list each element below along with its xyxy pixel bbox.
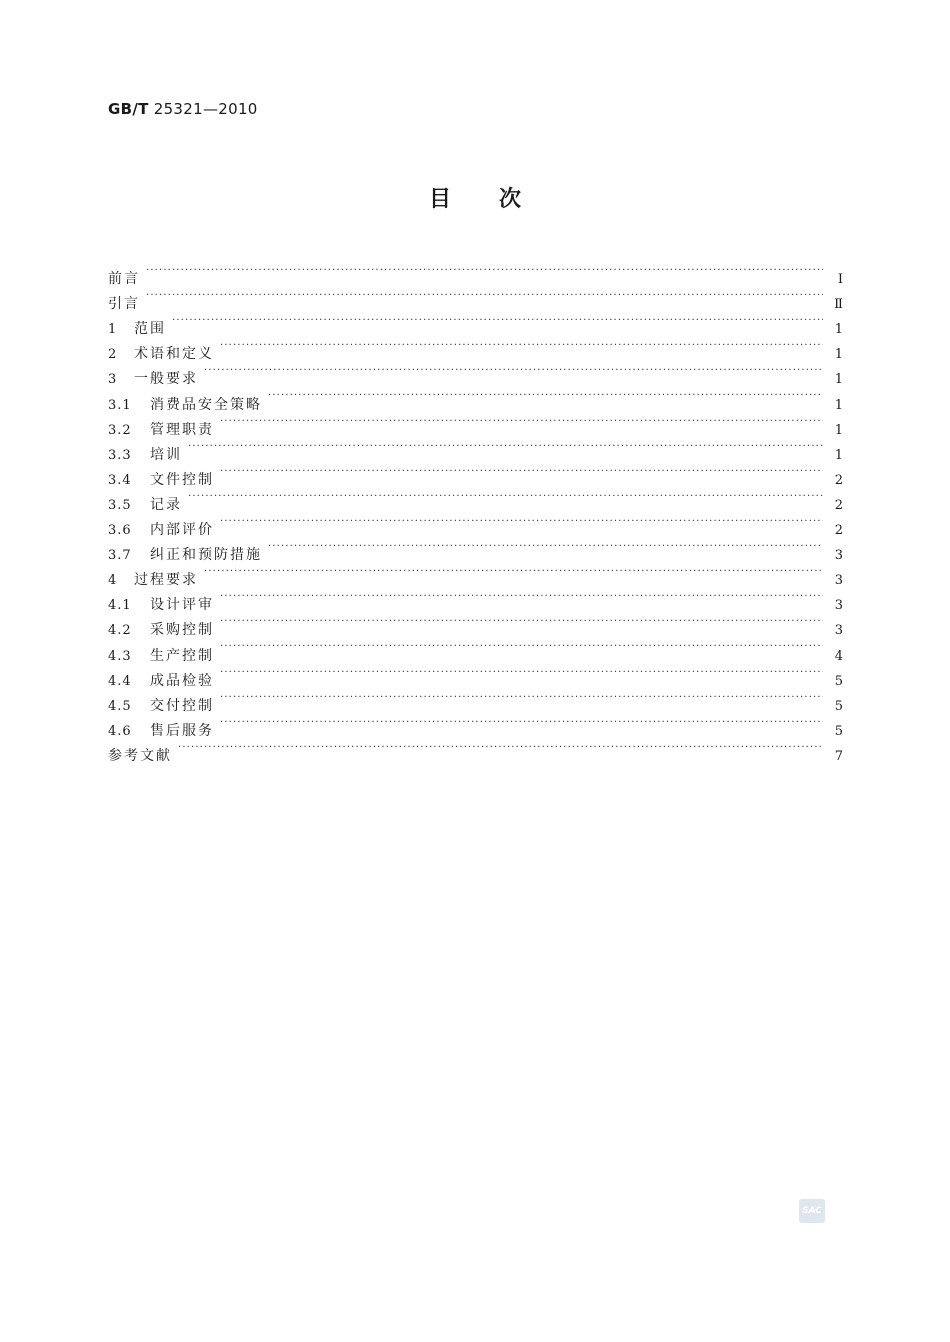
title-char-2: 次 bbox=[499, 187, 522, 212]
toc-dot-leader bbox=[220, 584, 823, 609]
toc-page-number: 3 bbox=[834, 598, 843, 614]
toc-entry[interactable] bbox=[108, 333, 843, 363]
toc-dot-leader bbox=[268, 383, 823, 408]
toc-entry-title: 成品检验 bbox=[150, 672, 214, 689]
toc-entry-title: 内部评价 bbox=[150, 522, 214, 539]
toc-entry[interactable] bbox=[108, 660, 843, 689]
toc-entry-number: 4.2 bbox=[108, 623, 132, 639]
toc-entry-title: 引言 bbox=[108, 296, 140, 313]
toc-page-number: 3 bbox=[834, 548, 843, 564]
toc-page-number: 2 bbox=[834, 497, 843, 513]
toc-page-number: 3 bbox=[834, 623, 843, 639]
toc-dot-leader bbox=[220, 660, 823, 685]
toc-entry[interactable] bbox=[108, 559, 843, 589]
sac-logo-icon: SAC bbox=[799, 1199, 825, 1223]
toc-entry[interactable] bbox=[108, 484, 843, 513]
toc-entry[interactable] bbox=[108, 283, 843, 313]
toc-dot-leader bbox=[204, 358, 823, 383]
toc-dot-leader bbox=[204, 559, 823, 584]
toc-entry-title: 设计评审 bbox=[150, 597, 214, 614]
toc-dot-leader bbox=[220, 609, 823, 634]
toc-page-number: 1 bbox=[834, 372, 843, 388]
toc-entry[interactable] bbox=[108, 258, 843, 288]
toc-entry[interactable] bbox=[108, 434, 843, 463]
toc-entry-number: 1 bbox=[108, 322, 118, 338]
toc-page-number: 1 bbox=[834, 397, 843, 413]
toc-entry-number: 3.1 bbox=[108, 397, 132, 413]
toc-entry-number: 4.1 bbox=[108, 598, 132, 614]
toc-entry-number: 3.7 bbox=[108, 548, 132, 564]
toc-page-number: 5 bbox=[834, 698, 843, 714]
toc-dot-leader bbox=[188, 484, 823, 509]
toc-page-number: 1 bbox=[834, 422, 843, 438]
toc-dot-leader bbox=[178, 735, 823, 760]
toc-page-number: 4 bbox=[834, 648, 843, 664]
toc-entry-number: 4.6 bbox=[108, 723, 132, 739]
toc-page-number: 1 bbox=[834, 322, 843, 338]
toc-entry[interactable] bbox=[108, 459, 843, 488]
toc-entry-title: 参考文献 bbox=[108, 747, 172, 764]
toc-entry-number: 3.3 bbox=[108, 447, 132, 463]
toc-page-number: Ⅱ bbox=[834, 297, 843, 313]
table-of-contents bbox=[108, 258, 843, 764]
page-title bbox=[0, 182, 950, 213]
toc-dot-leader bbox=[146, 258, 823, 283]
toc-entry-title: 管理职责 bbox=[150, 421, 214, 438]
toc-entry-title: 过程要求 bbox=[134, 572, 198, 589]
standard-code bbox=[108, 100, 258, 118]
toc-page-number: 3 bbox=[834, 573, 843, 589]
toc-entry-number: 4.5 bbox=[108, 698, 132, 714]
toc-entry-number: 3.4 bbox=[108, 472, 132, 488]
toc-entry-title: 培训 bbox=[150, 446, 182, 463]
toc-entry-number: 3.2 bbox=[108, 422, 132, 438]
toc-page-number: 1 bbox=[834, 447, 843, 463]
toc-dot-leader bbox=[188, 434, 823, 459]
toc-entry-number: 3.5 bbox=[108, 497, 132, 513]
toc-dot-leader bbox=[220, 459, 823, 484]
toc-page-number: 5 bbox=[834, 723, 843, 739]
toc-entry[interactable] bbox=[108, 358, 843, 388]
toc-entry-title: 前言 bbox=[108, 271, 140, 288]
toc-page-number: 2 bbox=[834, 472, 843, 488]
toc-entry[interactable] bbox=[108, 634, 843, 664]
toc-entry-title: 一般要求 bbox=[134, 371, 198, 388]
toc-entry-number: 3 bbox=[108, 372, 118, 388]
toc-entry-title: 范围 bbox=[134, 321, 166, 338]
toc-entry[interactable] bbox=[108, 534, 843, 564]
toc-dot-leader bbox=[220, 710, 823, 735]
toc-entry-number: 4.3 bbox=[108, 648, 132, 664]
toc-page-number: 1 bbox=[834, 347, 843, 363]
toc-entry[interactable] bbox=[108, 685, 843, 714]
toc-entry-number: 3.6 bbox=[108, 523, 132, 539]
toc-dot-leader bbox=[146, 283, 823, 308]
toc-page-number: 7 bbox=[834, 748, 843, 764]
toc-entry[interactable] bbox=[108, 308, 843, 338]
toc-entry-title: 纠正和预防措施 bbox=[150, 547, 262, 564]
standard-number: 25321—2010 bbox=[153, 100, 258, 118]
toc-entry[interactable] bbox=[108, 509, 843, 539]
toc-dot-leader bbox=[220, 685, 823, 710]
toc-entry-title: 售后服务 bbox=[150, 722, 214, 739]
toc-dot-leader bbox=[220, 333, 823, 358]
toc-entry-number: 4 bbox=[108, 573, 118, 589]
toc-entry[interactable] bbox=[108, 383, 843, 413]
toc-entry[interactable] bbox=[108, 710, 843, 739]
title-char-1: 目 bbox=[428, 187, 451, 212]
toc-entry-number: 4.4 bbox=[108, 673, 132, 689]
toc-dot-leader bbox=[220, 634, 823, 659]
toc-entry[interactable] bbox=[108, 735, 843, 764]
toc-entry-number: 2 bbox=[108, 347, 118, 363]
toc-page-number: Ⅰ bbox=[837, 272, 843, 288]
toc-dot-leader bbox=[220, 409, 823, 434]
toc-entry-title: 采购控制 bbox=[150, 622, 214, 639]
toc-dot-leader bbox=[268, 534, 823, 559]
toc-entry-title: 交付控制 bbox=[150, 697, 214, 714]
standard-prefix: GB/T bbox=[108, 100, 149, 118]
toc-page-number: 5 bbox=[834, 673, 843, 689]
toc-entry[interactable] bbox=[108, 609, 843, 639]
toc-entry-title: 生产控制 bbox=[150, 647, 214, 664]
toc-dot-leader bbox=[172, 308, 823, 333]
toc-entry[interactable] bbox=[108, 584, 843, 614]
toc-dot-leader bbox=[220, 509, 823, 534]
toc-entry-title: 术语和定义 bbox=[134, 346, 214, 363]
toc-entry-title: 消费品安全策略 bbox=[150, 396, 262, 413]
toc-entry-title: 记录 bbox=[150, 496, 182, 513]
toc-page-number: 2 bbox=[834, 523, 843, 539]
toc-entry-title: 文件控制 bbox=[150, 471, 214, 488]
